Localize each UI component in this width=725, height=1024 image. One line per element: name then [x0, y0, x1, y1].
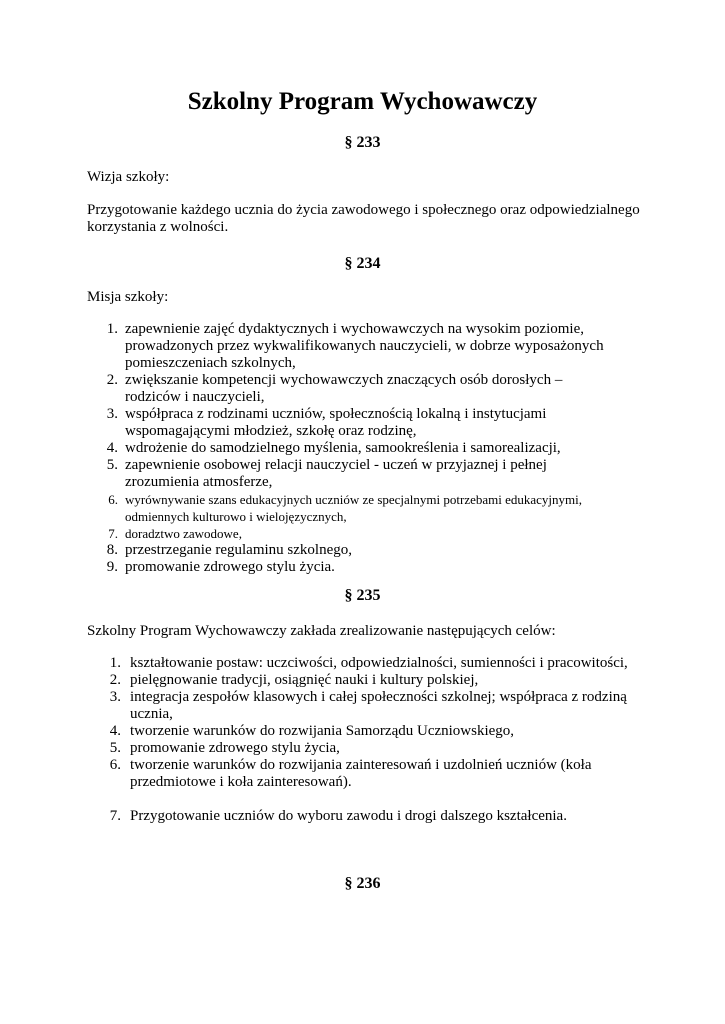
list-item: [101, 672, 631, 689]
list-number: 6.: [108, 492, 118, 507]
list-number: 1.: [106, 321, 118, 337]
document-title: Szkolny Program Wychowawczy: [187, 88, 538, 115]
list-text: promowanie zdrowego stylu życia.: [125, 559, 335, 575]
list-text: przestrzeganie regulaminu szkolnego,: [125, 542, 352, 558]
list-item: [101, 655, 631, 672]
list-number: 2.: [106, 372, 118, 388]
list-text: zapewnienie zajęć dydaktycznych i wychowawczych na wysokim poziomie, prowadzonych przez wykwalifikowanych nauczycieli, w dobrze wyposażonych pomieszczeniach szkolnych,: [125, 321, 604, 371]
list-text: Przygotowanie uczniów do wyboru zawodu i drogi dalszego kształcenia.: [130, 808, 567, 824]
list-text: współpraca z rodzinami uczniów, społecznością lokalną i instytucjami wspomagającymi młodzież, szkołę oraz rodzinę,: [125, 406, 547, 439]
list-item: [101, 689, 631, 723]
section-heading-233: § 233: [344, 134, 381, 151]
list-number: 5.: [109, 740, 121, 756]
list-number: 7.: [108, 526, 118, 541]
goals-list: [101, 655, 631, 825]
vision-text: Przygotowanie każdego ucznia do życia zawodowego i społecznego oraz odpowiedzialnego korzystania z wolności.: [87, 202, 640, 235]
list-number: 3.: [109, 689, 121, 705]
section-heading-236: § 236: [344, 875, 381, 892]
list-text: wdrożenie do samodzielnego myślenia, samookreślenia i samorealizacji,: [125, 440, 561, 456]
mission-label: Misja szkoły:: [87, 289, 169, 305]
list-text: pielęgnowanie tradycji, osiągnięć nauki i kultury polskiej,: [130, 672, 479, 688]
list-item: [101, 542, 621, 559]
list-item: [101, 757, 631, 791]
list-number: 8.: [106, 542, 118, 558]
section-heading-235: § 235: [344, 587, 381, 604]
list-number: 2.: [109, 672, 121, 688]
list-item: [101, 457, 621, 491]
list-item: [101, 491, 621, 525]
list-number: 7.: [109, 808, 121, 824]
list-number: 1.: [109, 655, 121, 671]
list-text: integracja zespołów klasowych i całej społeczności szkolnej; współpraca z rodziną ucznia,: [130, 689, 627, 722]
list-text: zwiększanie kompetencji wychowawczych znaczących osób dorosłych – rodziców i nauczycieli,: [125, 372, 563, 405]
list-text: tworzenie warunków do rozwijania Samorządu Uczniowskiego,: [130, 723, 515, 739]
section-heading-234: § 234: [344, 255, 381, 272]
mission-list: [101, 321, 621, 576]
list-number: 9.: [106, 559, 118, 575]
list-item: [101, 440, 621, 457]
vision-label: Wizja szkoły:: [87, 169, 170, 185]
list-text: tworzenie warunków do rozwijania zainteresowań i uzdolnień uczniów (koła przedmiotowe i koła zainteresowań).: [130, 757, 592, 790]
list-number: 6.: [109, 757, 121, 773]
list-item: [101, 525, 621, 542]
list-text: wyrównywanie szans edukacyjnych uczniów ze specjalnymi potrzebami edukacyjnymi, odmiennych kulturowo i wielojęzycznych,: [125, 492, 583, 524]
list-number: 4.: [106, 440, 118, 456]
list-text: promowanie zdrowego stylu życia,: [130, 740, 340, 756]
list-text: doradztwo zawodowe,: [125, 526, 242, 541]
list-item: [101, 740, 631, 757]
list-number: 3.: [106, 406, 118, 422]
list-item: [101, 808, 631, 825]
goals-intro: Szkolny Program Wychowawczy zakłada zrealizowanie następujących celów:: [87, 623, 556, 639]
list-text: kształtowanie postaw: uczciwości, odpowiedzialności, sumienności i pracowitości,: [130, 655, 628, 671]
list-item: [101, 723, 631, 740]
list-number: 5.: [106, 457, 118, 473]
list-item: [101, 559, 621, 576]
list-item: [101, 321, 621, 372]
list-number: 4.: [109, 723, 121, 739]
list-item: [101, 372, 621, 406]
list-item: [101, 406, 621, 440]
list-text: zapewnienie osobowej relacji nauczyciel - uczeń w przyjaznej i pełnej zrozumienia atmosferze,: [125, 457, 547, 490]
